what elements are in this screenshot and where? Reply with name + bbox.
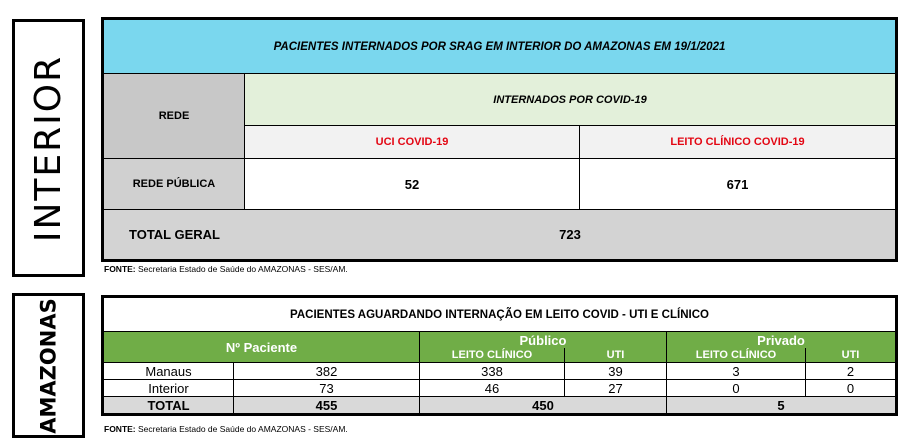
total-row-privado: 5 (777, 397, 785, 413)
interior-side-label (12, 19, 85, 277)
rede-header: REDE (104, 74, 245, 158)
amazonas-side-label (12, 293, 85, 438)
source-note-label: FONTE: (104, 264, 136, 274)
total-geral-label: TOTAL GERAL (104, 209, 245, 259)
total-row (104, 396, 895, 413)
n-paciente-header: Nº Paciente (104, 332, 420, 362)
source-note-label: FONTE: (104, 424, 136, 434)
row-privado-leito: 0 (667, 380, 806, 396)
row-total: 382 (234, 363, 420, 379)
privado-leito-clinico-header: LEITO CLÍNICO (667, 348, 806, 362)
privado-uti-header: UTI (806, 348, 895, 362)
internados-covid-header: INTERNADOS POR COVID-19 (245, 74, 895, 126)
publico-leito-clinico-header: LEITO CLÍNICO (420, 348, 565, 362)
source-note-text: Secretaria Estado de Saúde do AMAZONAS - SES/AM. (135, 264, 348, 274)
aguardando-table-title: PACIENTES AGUARDANDO INTERNAÇÃO EM LEITO COVID - UTI E CLÍNICO (104, 298, 895, 332)
internados-table-title: PACIENTES INTERNADOS POR SRAG EM INTERIOR DO AMAZONAS EM 19/1/2021 (104, 20, 895, 74)
uci-covid-header: UCI COVID-19 (245, 126, 580, 158)
row-total: 73 (234, 380, 420, 396)
total-geral-value: 723 (245, 209, 895, 259)
leito-clinico-covid-header: LEITO CLÍNICO COVID-19 (580, 126, 895, 158)
row-publico-leito: 338 (420, 363, 565, 379)
table-row (104, 362, 895, 379)
row-publico-uti: 27 (565, 380, 667, 396)
privado-header: Privado (667, 332, 895, 348)
internados-table (101, 17, 898, 262)
total-row-label: TOTAL (104, 397, 234, 413)
source-note (104, 424, 348, 434)
rede-publica-label: REDE PÚBLICA (104, 158, 245, 209)
total-row-publico: 450 (420, 397, 667, 413)
rede-publica-uci-value: 52 (245, 158, 580, 209)
row-publico-leito: 46 (420, 380, 565, 396)
row-name: Manaus (104, 363, 234, 379)
publico-header: Público (420, 332, 667, 348)
total-row-patients: 455 (234, 397, 420, 413)
row-privado-leito: 3 (667, 363, 806, 379)
interior-label-text: INTERIOR (28, 54, 70, 242)
publico-uti-header: UTI (565, 348, 667, 362)
table-row (104, 379, 895, 396)
aguardando-table (101, 295, 898, 416)
row-privado-uti: 0 (846, 380, 855, 396)
rede-publica-leito-value: 671 (580, 158, 895, 209)
source-note (104, 264, 348, 274)
source-note-text: Secretaria Estado de Saúde do AMAZONAS - SES/AM. (135, 424, 348, 434)
row-publico-uti: 39 (565, 363, 667, 379)
amazonas-label-text: AMAZONAS (36, 297, 61, 434)
row-privado-uti: 2 (846, 363, 855, 379)
row-name: Interior (104, 380, 234, 396)
